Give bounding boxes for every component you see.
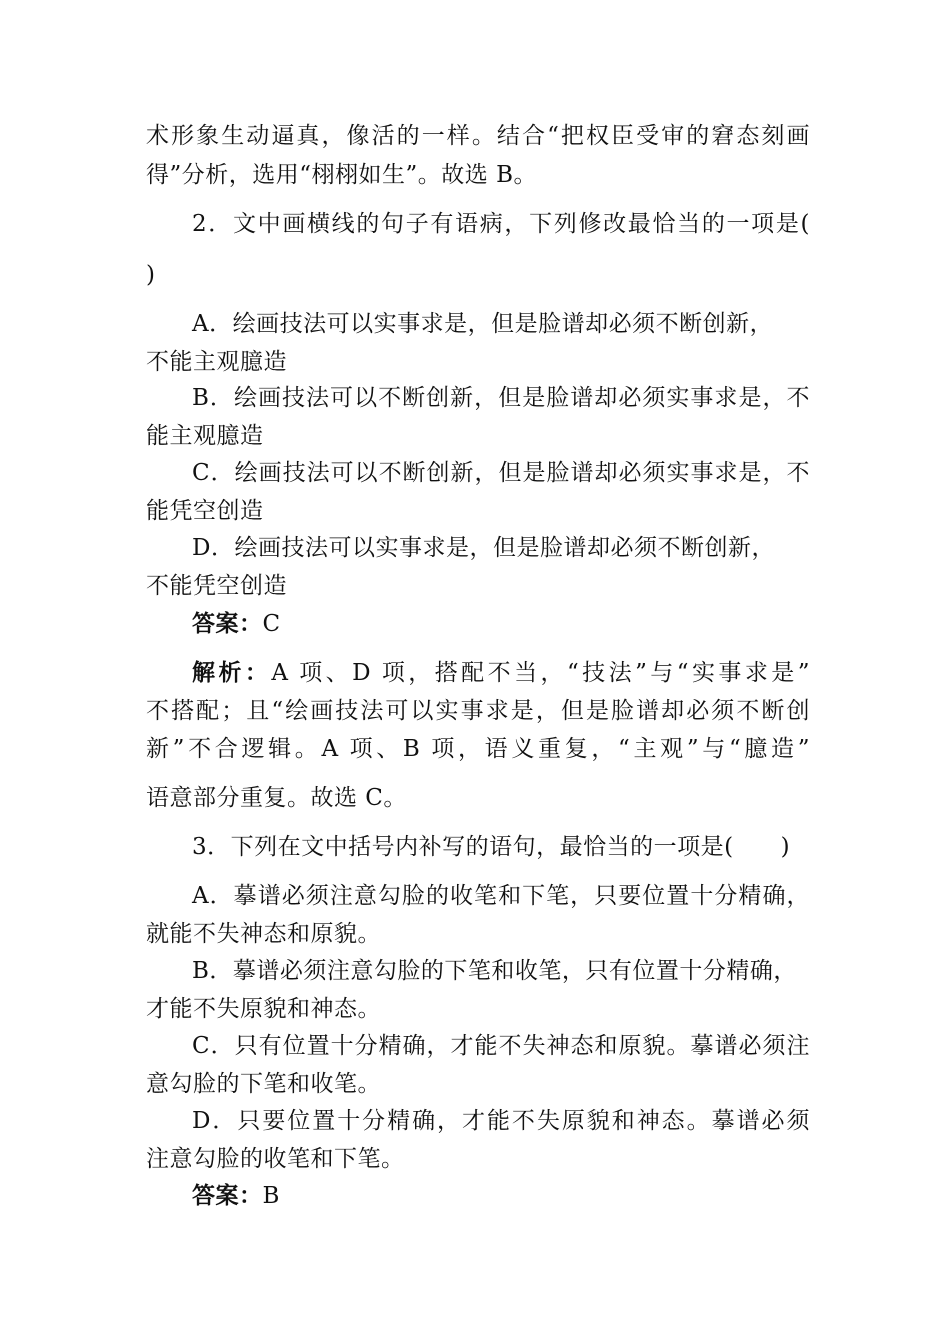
analysis-text: A 项、D 项，搭配不当，“技法”与“实事求是” — [271, 660, 810, 686]
q3-option-a-cont: 就能不失神态和原貌。 — [146, 921, 381, 947]
q3-option-a: A．摹谱必须注意勾脸的收笔和下笔，只要位置十分精确， — [192, 883, 810, 909]
q2-analysis-line-4: 语意部分重复。故选 C。 — [146, 785, 407, 811]
q1-analysis-line-2: 得”分析，选用“栩栩如生”。故选 B。 — [146, 162, 537, 188]
q3-answer — [192, 1180, 810, 1212]
q3-option-c-cont: 意勾脸的下笔和收笔。 — [146, 1071, 381, 1097]
q2-stem: 2．文中画横线的句子有语病，下列修改最恰当的一项是( — [192, 211, 810, 237]
q2-analysis-line-2: 不搭配；且“绘画技法可以实事求是，但是脸谱却必须不断创 — [146, 698, 810, 724]
answer-value: B — [262, 1183, 280, 1209]
q3-option-b-cont: 才能不失原貌和神态。 — [146, 996, 381, 1022]
q2-option-b-cont: 能主观臆造 — [146, 423, 264, 449]
q1-analysis-line-1: 术形象生动逼真，像活的一样。结合“把权臣受审的窘态刻画 — [146, 123, 810, 149]
q3-option-d-cont: 注意勾脸的收笔和下笔。 — [146, 1146, 405, 1172]
answer-label: 答案： — [192, 1182, 263, 1209]
q2-analysis-line-1 — [192, 657, 810, 689]
q2-option-d: D．绘画技法可以实事求是，但是脸谱却必须不断创新， — [192, 535, 775, 561]
q2-option-c: C．绘画技法可以不断创新，但是脸谱却必须实事求是，不 — [192, 460, 810, 486]
q3-stem: 3．下列在文中括号内补写的语句，最恰当的一项是( ) — [192, 834, 791, 860]
q3-option-b: B．摹谱必须注意勾脸的下笔和收笔，只有位置十分精确， — [192, 958, 797, 984]
q3-option-c: C．只有位置十分精确，才能不失神态和原貌。摹谱必须注 — [192, 1033, 810, 1059]
q2-option-a-cont: 不能主观臆造 — [146, 349, 287, 375]
q2-stem-bracket: ) — [146, 262, 156, 288]
analysis-label: 解析： — [192, 659, 272, 686]
q2-analysis-line-3: 新”不合逻辑。A 项、B 项，语义重复，“主观”与“臆造” — [146, 736, 810, 762]
q2-option-d-cont: 不能凭空创造 — [146, 573, 287, 599]
q2-option-b: B．绘画技法可以不断创新，但是脸谱却必须实事求是，不 — [192, 385, 810, 411]
q2-option-c-cont: 能凭空创造 — [146, 498, 264, 524]
answer-value: C — [262, 611, 281, 637]
answer-label: 答案： — [192, 610, 263, 637]
q3-option-d: D．只要位置十分精确，才能不失原貌和神态。摹谱必须 — [192, 1108, 810, 1134]
q2-option-a: A．绘画技法可以实事求是，但是脸谱却必须不断创新， — [192, 311, 774, 337]
q2-answer — [192, 608, 810, 640]
